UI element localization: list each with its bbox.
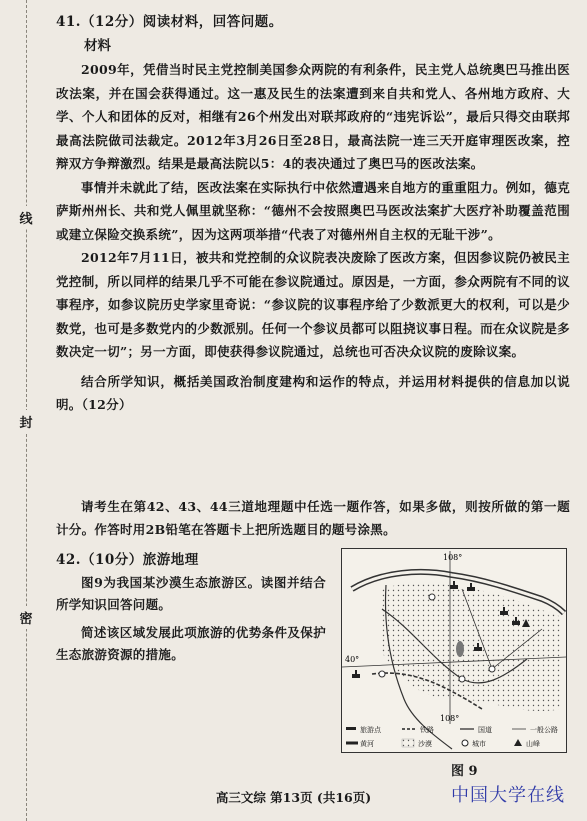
- material-label: 材料: [84, 38, 111, 54]
- q42-section: [56, 548, 570, 798]
- svg-text:旅游点: 旅游点: [360, 725, 381, 734]
- city-icon: [459, 676, 465, 682]
- q41-question: 结合所学知识，概括美国政治制度建构和运作的特点，并运用材料提供的信息加以说明。（12分）: [56, 373, 570, 412]
- svg-text:一般公路: 一般公路: [530, 725, 558, 734]
- svg-text:沙漠: 沙漠: [418, 739, 432, 748]
- side-mark-xian: 线: [18, 206, 34, 229]
- q42-intro: 图9为我国某沙漠生态旅游区。读图并结合所学知识回答问题。: [56, 574, 326, 612]
- lon-label-bottom: 108°: [440, 713, 460, 723]
- figure-9-map: [341, 548, 567, 753]
- lake: [456, 641, 464, 657]
- lat-label: 40°: [345, 654, 360, 664]
- q42-text: [56, 548, 326, 666]
- desert-icon: [402, 739, 414, 747]
- svg-text:山峰: 山峰: [526, 739, 540, 748]
- site-watermark: 中国大学在线: [451, 785, 565, 806]
- peak-icon: [514, 739, 522, 746]
- page-footer: 高三文综 第13页 (共16页): [215, 790, 372, 805]
- q42-question: 简述该区域发展此项旅游的优势条件及保护生态旅游资源的措施。: [56, 624, 326, 662]
- city-icon: [462, 740, 468, 746]
- q41-paragraph-1: 2009年，凭借当时民主党控制美国参众两院的有利条件，民主党人总统奥巴马推出医改法案，并在国会获得通过。这一惠及民生的法案遭到来自共和党人、各州地方政府、大学、个人和团体的反对，相继有26个州发出对联邦政府的“违宪诉讼”，最后只得交由联邦最高法院做司法裁定。2012年3月26日至28日，最高法院一连三天开庭审理医改案，控辩双方争辩激烈。结果是最高法院以5：4的表决通过了奥巴马的医改法案。: [56, 62, 570, 171]
- desert-region: [380, 583, 562, 711]
- svg-text:城市: 城市: [472, 739, 486, 748]
- city-icon: [489, 666, 495, 672]
- map-svg: [342, 549, 566, 752]
- q41-paragraph-3: 2012年7月11日，被共和党控制的众议院表决废除了医改方案，但因参议院仍被民主党控制，所以同样的结果几乎不可能在参议院通过。原因是，一方面，参众两院有不同的议事程序，如参议院历史学家里奇说：“参议院的议事程序给了少数派更大的权利，可以是少数党，也可是多数党内的少数派别。任何一个参议员都可以阻挠议事日程。而在众议院是多数决定一切”；另一方面，即使获得参议院通过，总统也可否决众议院的废除议案。: [56, 250, 570, 359]
- selection-instruction: 请考生在第42、43、44三道地理题中任选一题作答，如果多做，则按所做的第一题计分。作答时用2B铅笔在答题卡上把所选题目的题号涂黑。: [56, 498, 570, 537]
- city-icon: [379, 671, 385, 677]
- tourist-spot-icon: [346, 727, 356, 730]
- main-content: [56, 10, 570, 798]
- svg-text:黄河: 黄河: [360, 739, 374, 748]
- q41-header: 41.（12分）阅读材料，回答问题。: [56, 14, 283, 30]
- city-icon: [429, 594, 435, 600]
- q41-paragraph-2: 事情并未就此了结，医改法案在实际执行中依然遭遇来自地方的重重阻力。例如，德克萨斯州州长、共和党人佩里就坚称：“德州不会按照奥巴马医改法案扩大医疗补助覆盖范围或建立保险交换系统”，因为这两项举措“代表了对德州州自主权的无耻干涉”。: [56, 179, 570, 242]
- q42-header: 42.（10分）旅游地理: [56, 551, 199, 568]
- map-legend: [346, 725, 558, 748]
- lon-label-top: 108°: [443, 552, 463, 562]
- svg-text:铁路: 铁路: [420, 725, 434, 734]
- side-mark-feng: 封: [18, 410, 34, 433]
- side-mark-mi: 密: [18, 606, 34, 629]
- figure-label: 图 9: [451, 763, 478, 779]
- svg-text:国道: 国道: [478, 725, 492, 734]
